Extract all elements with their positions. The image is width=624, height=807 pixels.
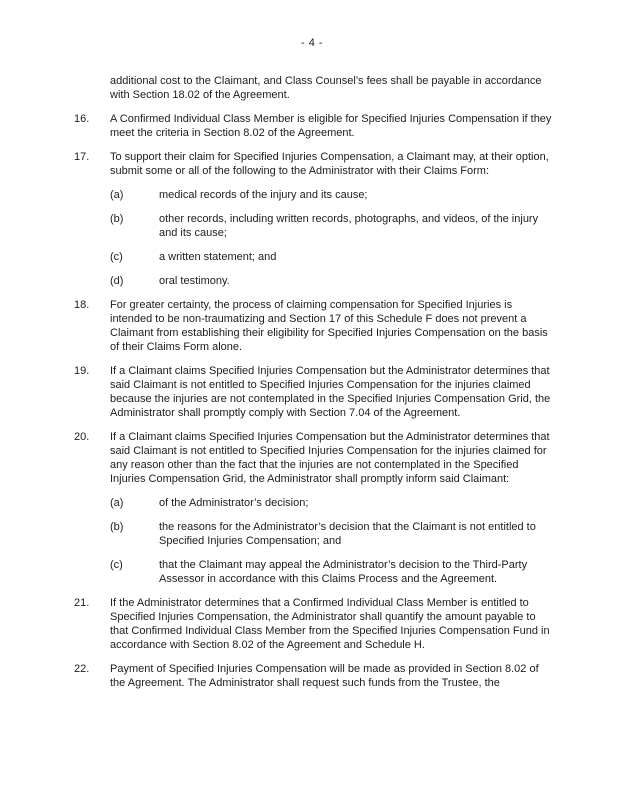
list-item-letter: (c): [110, 251, 123, 263]
paragraph-number: 21.: [74, 597, 90, 609]
paragraph-19: [74, 364, 554, 420]
paragraph-number: 19.: [74, 365, 90, 377]
list-item-letter: (d): [110, 275, 124, 287]
list-item-letter: (b): [110, 521, 124, 533]
paragraph-16: [74, 112, 554, 140]
paragraph-text: If a Claimant claims Specified Injuries Compensation but the Administrator determines that said Claimant is not entitled to Specified Injuries Compensation for the injuries claimed for any reason other than the fact that the injuries are not contemplated in the Specified Injuries Compensation Grid, the Administrator shall promptly inform said Claimant:: [110, 431, 550, 485]
paragraph-continuation: [74, 74, 554, 102]
list-item-text: of the Administrator’s decision;: [159, 497, 309, 509]
paragraph-20: [74, 430, 554, 486]
list-item-17d: [110, 274, 554, 288]
list-item-text: the reasons for the Administrator’s decision that the Claimant is not entitled to Specified Injuries Compensation; and: [159, 521, 536, 547]
page-number: - 4 -: [300, 37, 324, 49]
list-item-20b: [110, 520, 554, 548]
paragraph-number: 17.: [74, 151, 90, 163]
list-item-letter: (b): [110, 213, 124, 225]
paragraph-text: Payment of Specified Injuries Compensation will be made as provided in Section 8.02 of the Agreement. The Administrator shall request such funds from the Trustee, the: [110, 663, 539, 689]
list-item-text: other records, including written records, photographs, and videos, of the injury and its cause;: [159, 213, 539, 239]
paragraph-18: [74, 298, 554, 354]
paragraph-22: [74, 662, 554, 690]
paragraph-number: [74, 74, 110, 102]
paragraph-text: If the Administrator determines that a Confirmed Individual Class Member is entitled to Specified Injuries Compensation, the Administrator shall quantify the amount payable to that Confirmed Individual Class Member from the Specified Injuries Compensation Fund in accordance with Section 8.02 of the Agreement and Schedule H.: [110, 597, 550, 651]
paragraph-number: 22.: [74, 663, 90, 675]
list-item-text: medical records of the injury and its cause;: [159, 189, 368, 201]
paragraph-17: [74, 150, 554, 178]
list-item-letter: (c): [110, 559, 123, 571]
paragraph-text: If a Claimant claims Specified Injuries Compensation but the Administrator determines that said Claimant is not entitled to Specified Injuries Compensation for the injuries claimed because the injuries are not contemplated in the Specified Injuries Compensation Grid, the Administrator shall promptly comply with Section 7.04 of the Agreement.: [110, 365, 551, 419]
list-item-text: oral testimony.: [159, 275, 230, 287]
list-item-20a: [110, 496, 554, 510]
list-item-letter: (a): [110, 189, 124, 201]
paragraph-21: [74, 596, 554, 652]
paragraph-text: additional cost to the Claimant, and Class Counsel’s fees shall be payable in accordance with Section 18.02 of the Agreement.: [110, 75, 542, 101]
paragraph-text: For greater certainty, the process of claiming compensation for Specified Injuries is intended to be non-traumatizing and Section 17 of this Schedule F does not prevent a Claimant from establishing their eligibility for Specified Injuries Compensation on the basis of their Claims Form alone.: [110, 299, 548, 353]
list-item-17c: [110, 250, 554, 264]
list-item-text: a written statement; and: [159, 251, 277, 263]
list-item-text: that the Claimant may appeal the Administrator’s decision to the Third-Party Assessor in accordance with this Claims Process and the Agreement.: [159, 559, 528, 585]
list-item-17b: [110, 212, 554, 240]
list-item-17a: [110, 188, 554, 202]
paragraph-text: To support their claim for Specified Injuries Compensation, a Claimant may, at their option, submit some or all of the following to the Administrator with their Claims Form:: [110, 151, 549, 177]
paragraph-number: 20.: [74, 431, 90, 443]
paragraph-number: 18.: [74, 299, 90, 311]
paragraph-number: 16.: [74, 113, 90, 125]
list-item-letter: (a): [110, 497, 124, 509]
paragraph-text: A Confirmed Individual Class Member is eligible for Specified Injuries Compensation if they meet the criteria in Section 8.02 of the Agreement.: [110, 113, 552, 139]
list-item-20c: [110, 558, 554, 586]
